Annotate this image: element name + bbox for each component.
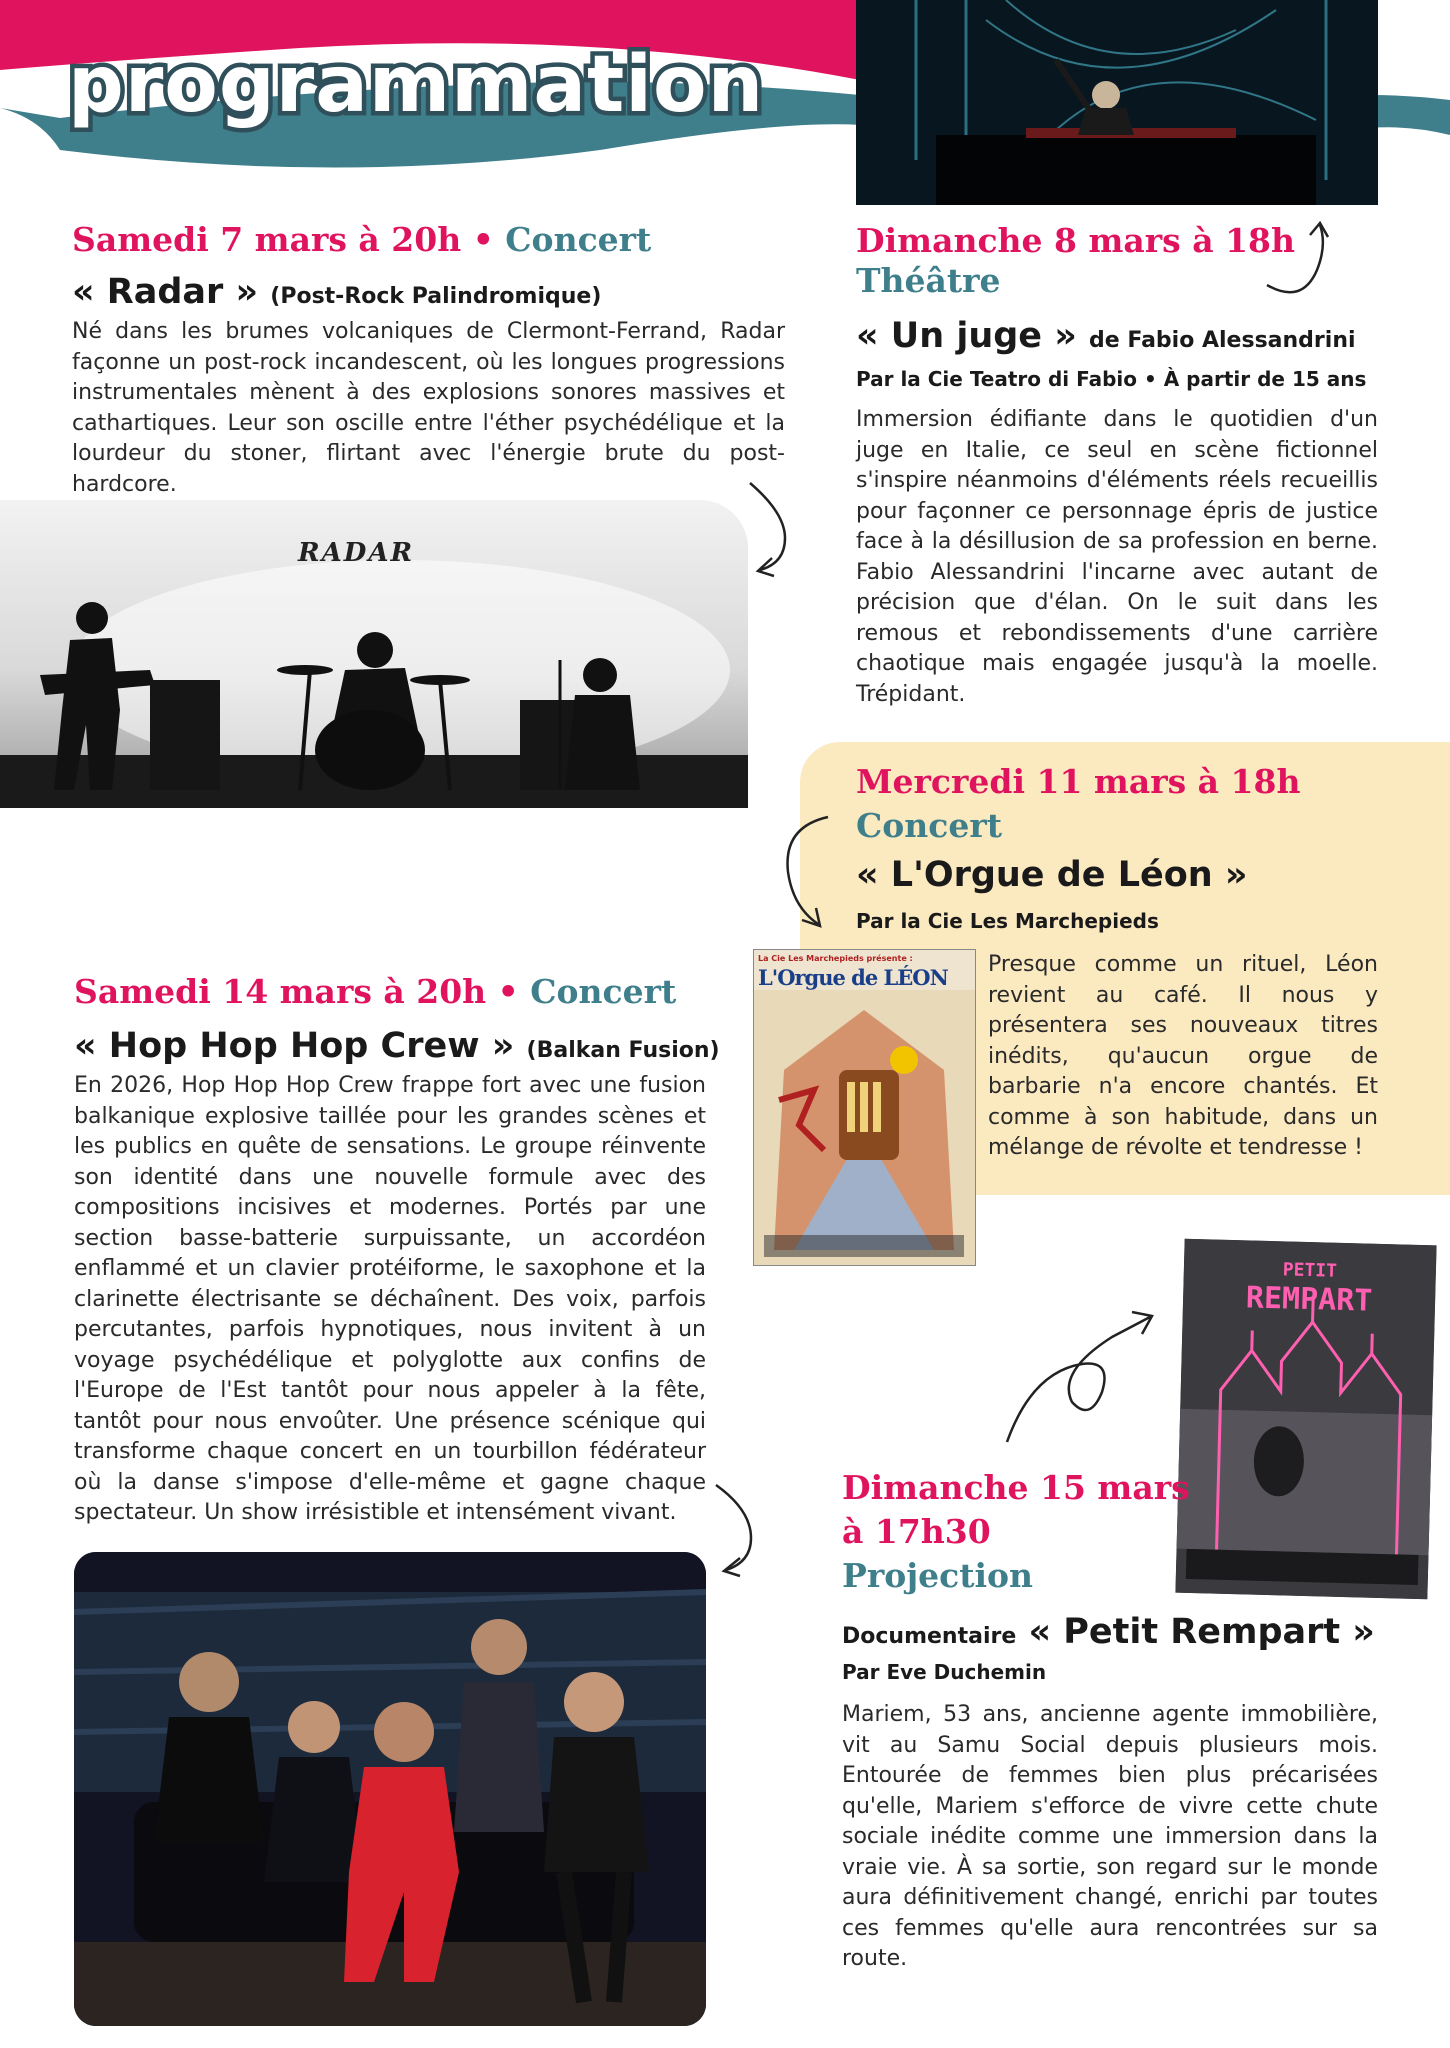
event-rempart-heading [842, 1610, 1375, 1659]
event-juge-date: Dimanche 8 mars à 18h [856, 221, 1296, 260]
radar-concert-photo [0, 500, 748, 808]
orgue-poster-kicker: La Cie Les Marchepieds présente : [758, 954, 913, 963]
petit-rempart-poster-title-2: REMPART [1245, 1280, 1373, 1319]
event-rempart-director: Par Eve Duchemin [842, 1660, 1047, 1684]
event-hop-date-line [74, 972, 676, 1012]
radar-band-logo: RADAR [298, 538, 415, 568]
un-juge-theatre-photo [856, 0, 1378, 205]
event-radar-date-line [72, 220, 651, 260]
page-title: programmation [68, 40, 765, 130]
separator: • [461, 220, 506, 259]
event-rempart-title: « Petit Rempart » [1028, 1612, 1375, 1652]
event-orgue-category: Concert [856, 806, 1002, 845]
event-hop-date: Samedi 14 mars à 20h [74, 972, 487, 1011]
event-radar-title: « Radar » [72, 272, 259, 312]
event-hop-description: En 2026, Hop Hop Hop Crew frappe fort avec une fusion balkanique explosive taillée pour les grandes scènes et les publics en quête de sensations. Le groupe réinvente son identité dans une nouvelle formule avec des compositions incisives et modernes. Portés par une section basse-batterie surpuissante, un accordéon enflammé et un clavier protéiforme, le saxophone et la clarinette électrisante se déchaînent. Des voix, parfois percutantes, parfois hypnotiques, nous invitent à un voyage psychédélique et polyglotte aux confins de l'Europe de l'Est tantôt pour nous appeler à la fête, tantôt pour nous envoûter. Une présence scénique qui transforme chaque concert en un tourbillon fédérateur où la danse s'impose d'elle-même et gagne chaque spectateur. Un show irrésistible et intensément vivant. [74, 1073, 706, 1525]
event-juge-company: Par la Cie Teatro di Fabio • À partir de 15 ans [856, 367, 1367, 391]
event-radar-description: Né dans les brumes volcaniques de Clermont-Ferrand, Radar façonne un post-rock incandescent, où les longues progressions instrumentales mènent à des explosions sonores massives et cathartiques. Leur son oscille entre l'éther psychédélique et la lourdeur du stoner, flirtant avec l'énergie brute du post-hardcore. [72, 319, 785, 497]
event-hop-title: « Hop Hop Hop Crew » [74, 1026, 515, 1066]
event-rempart-date-1: Dimanche 15 mars [842, 1468, 1190, 1507]
event-radar-date: Samedi 7 mars à 20h [72, 220, 462, 259]
event-juge-subtitle: de Fabio Alessandrini [1089, 328, 1356, 353]
event-juge-description: Immersion édifiante dans le quotidien d'un juge en Italie, ce seul en scène fictionnel s'inspire néanmoins d'éléments réels recueillis pour façonner ce personnage épris de justice face à la désillusion de sa profession en berne. Fabio Alessandrini l'incarne avec autant de précision que d'élan. On le suit dans les remous et rebondissements d'une carrière chaotique mais engagée jusqu'à la moelle. Trépidant. [856, 407, 1378, 707]
curly-arrow-radar [740, 478, 800, 578]
event-hop-subtitle: (Balkan Fusion) [526, 1038, 720, 1063]
event-orgue-company: Par la Cie Les Marchepieds [856, 909, 1159, 933]
hop-hop-hop-crew-photo [74, 1552, 706, 2026]
event-hop-heading [74, 1024, 720, 1073]
orgue-poster-title: L'Orgue de LÉON [758, 965, 948, 990]
event-orgue-date: Mercredi 11 mars à 18h [856, 762, 1301, 801]
curly-arrow-projection [1002, 1302, 1162, 1452]
event-hop-category: Concert [530, 972, 677, 1011]
event-rempart-description: Mariem, 53 ans, ancienne agente immobilière, vit au Samu Social depuis plusieurs mois. Entourée de femmes bien plus précarisées qu'elle, Mariem s'efforce de vivre cette chute sociale inédite comme une immersion dans la vraie vie. À sa sortie, son regard sur le monde aura définitivement changé, enrichi par toutes ces femmes qu'elle aura rencontrées sur sa route. [842, 1702, 1378, 1971]
curly-arrow-hop [706, 1480, 766, 1580]
orgue-poster [753, 949, 976, 1266]
event-radar-category: Concert [505, 220, 652, 259]
event-orgue-description: Presque comme un rituel, Léon revient au café. Il nous y présentera ses nouveaux titres inédits, qu'aucun orgue de barbarie n'a encore chantés. Et comme à son habitude, dans un mélange de révolte et tendresse ! [988, 952, 1378, 1160]
event-rempart-category: Projection [842, 1556, 1034, 1595]
event-juge-heading [856, 314, 1356, 363]
petit-rempart-poster [1175, 1239, 1436, 1599]
separator: • [486, 972, 531, 1011]
event-juge-category: Théâtre [856, 261, 1001, 300]
event-rempart-date-2: à 17h30 [842, 1512, 991, 1551]
event-juge-title: « Un juge » [856, 316, 1077, 356]
petit-rempart-poster-title-1: PETIT [1282, 1259, 1338, 1282]
event-orgue-title: « L'Orgue de Léon » [856, 855, 1248, 895]
event-rempart-kicker: Documentaire [842, 1624, 1017, 1649]
event-radar-subtitle: (Post-Rock Palindromique) [270, 284, 602, 309]
event-radar-heading [72, 270, 601, 319]
curly-arrow-orgue [768, 812, 838, 932]
